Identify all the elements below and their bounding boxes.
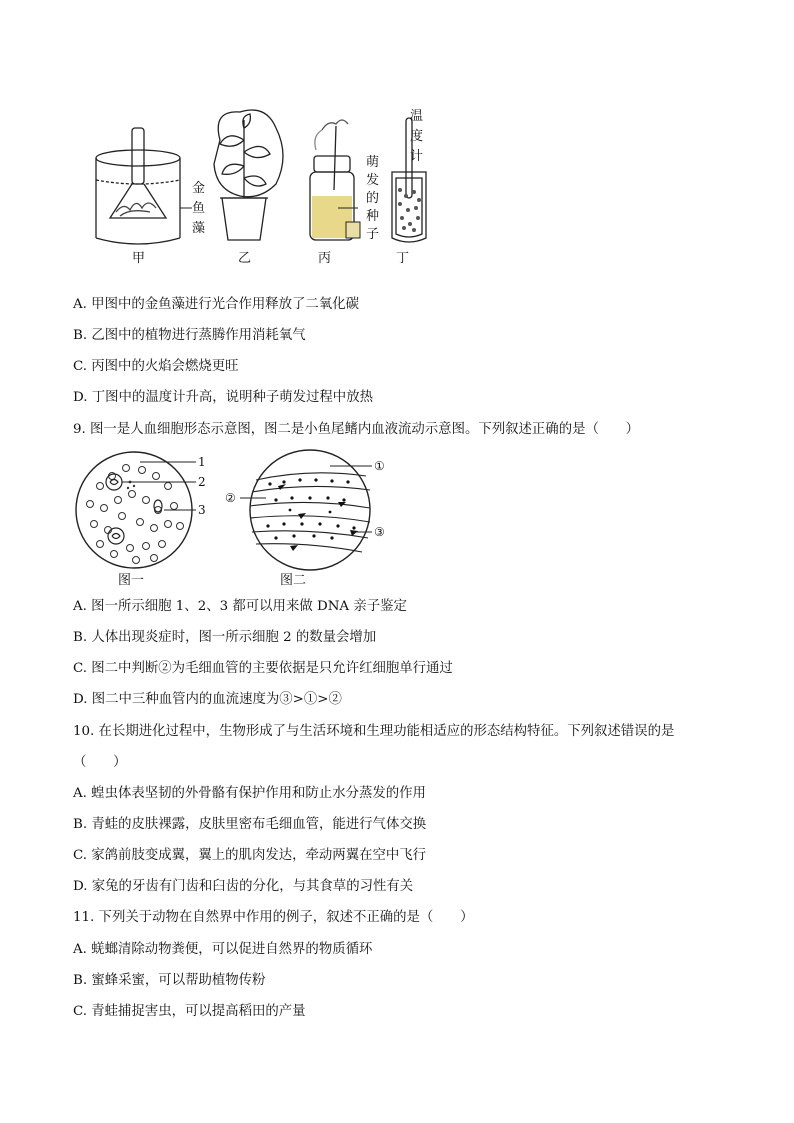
label-sprouting-seeds [366,155,379,242]
blood-cells-diagram [76,452,206,568]
thermometer-char-2: 度 [410,129,424,144]
q11-stem: 11. 下列关于动物在自然界中作用的例子，叙述不正确的是（ ） [73,910,474,925]
q8-option-c: C. 丙图中的火焰会燃烧更旺 [73,359,239,374]
q9-option-d: D. 图二中三种血管内的血流速度为③>①>② [73,692,342,707]
q9-stem: 9. 图一是人血细胞形态示意图，图二是小鱼尾鳍内血液流动示意图。下列叙述正确的是（ ） [73,422,640,437]
fig2-caption: 图二 [280,573,307,588]
q10-stem: 10. 在长期进化过程中，生物形成了与生活环境和生理功能相适应的形态结构特征。下列叙述错误的是 [73,724,675,739]
q10-option-c: C. 家鸽前肢变成翼，翼上的肌肉发达，牵动两翼在空中飞行 [73,848,427,863]
sprouting-seeds-char-3: 的 [366,191,380,206]
q8-figure [80,100,460,270]
flow-arrows [278,484,358,551]
goldfish-weed-char-2: 鱼 [192,201,206,216]
fig2-label-3: ③ [374,525,385,539]
sprouting-seeds-char-1: 萌 [366,155,380,170]
label-bing: 丙 [318,251,332,266]
q8-option-a: A. 甲图中的金鱼藻进行光合作用释放了二氧化碳 [73,297,359,312]
sprouting-seeds-char-5: 子 [366,227,380,242]
label-jia: 甲 [132,251,146,266]
apparatus-jia [96,128,180,244]
q8-option-b: B. 乙图中的植物进行蒸腾作用消耗氧气 [73,328,306,343]
q10-option-a: A. 蝗虫体表坚韧的外骨骼有保护作用和防止水分蒸发的作用 [73,786,426,801]
blood-flow-diagram [225,450,385,570]
q9-option-b: B. 人体出现炎症时，图一所示细胞 2 的数量会增加 [73,630,377,645]
fig1-label-3: 3 [198,503,206,517]
q11-option-c: C. 青蛙捕捉害虫，可以提高稻田的产量 [73,1004,306,1019]
q10-option-b: B. 青蛙的皮肤裸露，皮肤里密布毛细血管，能进行气体交换 [73,817,427,832]
q10-stem-continued: （ ） [73,755,127,770]
apparatus-yi [214,110,283,240]
platelets [127,481,162,512]
label-yi: 乙 [238,251,252,266]
q9-figure [70,446,410,592]
fig1-caption: 图一 [118,573,145,588]
q10-option-d: D. 家兔的牙齿有门齿和臼齿的分化，与其食草的习性有关 [73,879,414,894]
candle [346,222,360,238]
label-thermometer [410,109,423,164]
q11-option-a: A. 蜣螂清除动物粪便，可以促进自然界的物质循环 [73,942,373,957]
q9-option-c: C. 图二中判断②为毛细血管的主要依据是只允许红细胞单行通过 [73,661,453,676]
q9-option-a: A. 图一所示细胞 1、2、3 都可以用来做 DNA 亲子鉴定 [73,599,407,614]
sprouting-seeds-char-4: 种 [366,209,380,224]
fig2-label-1: ① [374,459,385,473]
q11-option-b: B. 蜜蜂采蜜，可以帮助植物传粉 [73,973,266,988]
fig1-label-2: 2 [198,475,206,489]
fig1-label-1: 1 [198,455,206,469]
seeds-in-thermos [398,188,421,232]
white-blood-cell [106,474,124,544]
label-ding: 丁 [396,251,410,266]
goldfish-weed-char-3: 藻 [192,221,206,236]
thermometer-char-3: 计 [410,149,424,164]
label-goldfish-weed [192,180,205,236]
q8-option-d: D. 丁图中的温度计升高，说明种子萌发过程中放热 [73,390,373,405]
thermometer-char-1: 温 [410,109,424,124]
sprouting-seeds-char-2: 发 [366,173,380,188]
goldfish-weed-char-1: 金 [192,181,206,196]
fig2-label-2: ② [225,491,236,505]
